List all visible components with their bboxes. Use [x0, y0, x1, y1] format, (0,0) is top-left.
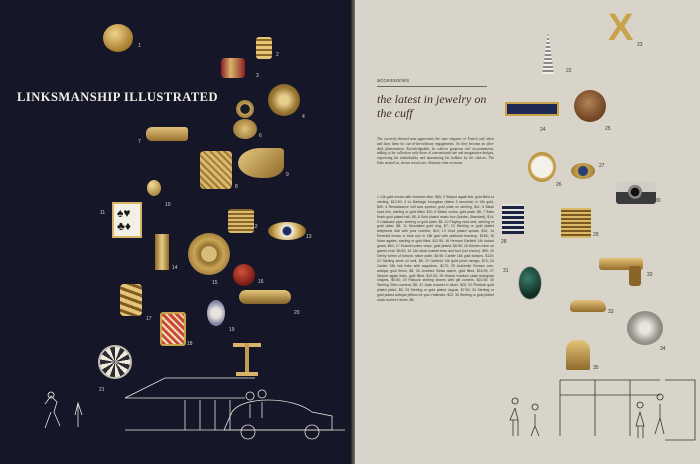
item-number: 19 — [229, 327, 235, 333]
item-number: 7 — [138, 139, 141, 145]
item-number: 16 — [258, 279, 264, 285]
item-number: 26 — [556, 182, 562, 188]
item-number: 11 — [100, 210, 106, 216]
item-number: 20 — [294, 310, 300, 316]
intro-text: The correctly-dressed man appreciates the sane elegance of French cuff shirts and dons them for out-of-the-ordinary engagements. So they become an after-dark phenomenon. Knowledgeable, he collects gorgeous cuff accoutrements, adding to his collection only those of conventional size and imaginative designs, expressing his individuality and announcing his hobbies by his choices. The links around us, shown actual size, illustrate what we mean. — [377, 137, 494, 165]
right-page — [355, 0, 700, 464]
item-number: 4 — [302, 114, 305, 120]
item-number: 23 — [637, 42, 643, 48]
item-number: 10 — [165, 202, 171, 208]
card-suits: ♠♥ ♣♦ — [117, 206, 131, 233]
item-number: 18 — [187, 341, 193, 347]
item-number: 2 — [276, 52, 279, 58]
jewelry-item-23: X — [608, 7, 634, 49]
item-catalog: 1 14k gold nectar with emerald olive, $65; 2 Striped agate link, gold filled or sterling, $12.50; 3 Le Barbage hourglass (takes 3 seconds) in 14k gold, $60; 4 Renaissance cell saw symbol, gold plate on sterling, $11; 5 Black eyes link, sterling or gold filled, $10; 6 Watch works, gold plate, $8; 7 Satin finish gold plated ball, $8; 8 Gold plated music box (Adobe, Standard), $14; 9 Calabash pipe, sterling or gold plate, $8; 10 Playing card sets, sterling or gold plate, $8; 11 Simulated gold ring, $7; 12 Sterling or gold plated telephone dial with your number, $10; 13 Gold plated spirals, $10; 14 Emerald brown or blue eye in 18k gold with platinum teardrop, $165; 15 Nose agates, sterling or gold filled, $12.50; 16 Herman Garfield 14k locked gears, $60; 17 Enamel poker chips, gold plated, $8.50; 18 Kitchen mice on garnet oval, $5.50; 19 14k stock market bear and bull (not shown), $50; 20 Derby wheel of fortune, silver plate, $5.95; Cartier 18k gold buttons, $125; 22 Sterling silver oil well, $8; 23 Garfield 14k gold pinch design, $74; 24 Cartier 18k link links with sapphires, $170; 25 Authentic Roman coin, antique gold finish, $8; 26 Jeweled Swiss watch, gold filled, $16.95; 27 Striped agate links, gold filled, $12.50; 28 Hickok rhodium plate triangular shapes, $5.50; 29 Hickock sterling stones with gilt corners, $22.50; 30 Sterling Zitiro camera, $8; 31 Jade enamel in silver, $25; 32 Flintlock gold plated pistol, $8; 33 Sterling or gold plated Jaguar, $7.50; 34 Sterling or gold plated antique pillbox for your Hallmark, $22; 35 Sterling or gold plated stock broker's ticker, $8. — [377, 195, 494, 303]
item-number: 17 — [146, 316, 152, 322]
party-sketch — [355, 0, 700, 464]
item-number: 8 — [235, 184, 238, 190]
item-number: 15 — [212, 280, 218, 286]
item-number: 6 — [259, 133, 262, 139]
article-headline: the latest in jewelry on the cuff — [377, 92, 487, 120]
item-number: 1 — [138, 43, 141, 49]
item-number: 32 — [647, 272, 653, 278]
item-number: 28 — [501, 239, 507, 245]
section-label: accessories — [377, 78, 410, 84]
item-number: 35 — [593, 365, 599, 371]
item-number: 12 — [252, 224, 258, 230]
item-number: 14 — [172, 265, 178, 271]
item-number: 29 — [593, 232, 599, 238]
item-number: 25 — [605, 126, 611, 132]
item-number: 13 — [306, 234, 312, 240]
item-number: 21 — [99, 387, 105, 393]
item-number: 24 — [540, 127, 546, 133]
item-number: 31 — [503, 268, 509, 274]
item-number: 27 — [599, 163, 605, 169]
item-number: 9 — [286, 172, 289, 178]
item-number: 34 — [660, 346, 666, 352]
item-number: 33 — [608, 309, 614, 315]
page-title: LINKSMANSHIP ILLUSTRATED — [17, 90, 219, 104]
item-number: 3 — [256, 73, 259, 79]
item-number: 30 — [655, 198, 661, 204]
item-number: 22 — [566, 68, 572, 74]
